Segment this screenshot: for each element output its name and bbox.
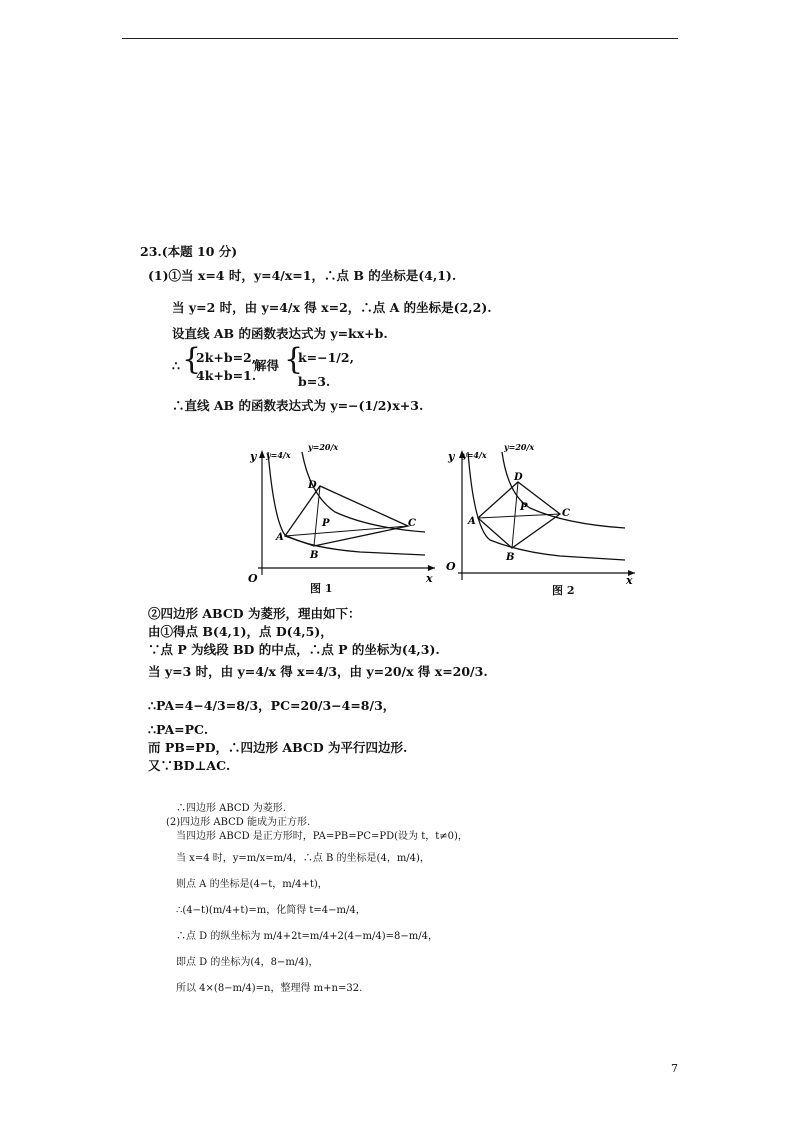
point-p-label: P <box>520 502 528 513</box>
problem-header: 23.(本题 10 分) <box>140 244 238 259</box>
solution-line: 当 y=3 时，由 y=4/x 得 x=4/3，由 y=20/x 得 x=20/3. <box>148 664 488 679</box>
x-axis-arrow <box>428 565 435 571</box>
figure-2-caption: 图 2 <box>552 584 575 597</box>
top-rule <box>122 38 678 39</box>
solution-line: 即点 D 的坐标为(4，8−m/4)， <box>176 957 319 968</box>
point-a-label: A <box>468 516 476 527</box>
curve-20-over-x <box>302 452 425 532</box>
system-solution: b=3. <box>298 374 331 389</box>
curve-1-label: y=4/x <box>266 450 291 460</box>
y-axis-label: y <box>250 450 257 463</box>
solution-line: (2)四边形 ABCD 能成为正方形. <box>166 817 311 828</box>
curve-2-label: y=20/x <box>504 442 535 452</box>
point-d-label: D <box>308 480 317 491</box>
x-axis-label: x <box>626 574 633 587</box>
system-equation: 2k+b=2, <box>196 350 257 365</box>
point-d-label: D <box>514 472 523 483</box>
diagonal-ac <box>285 526 408 536</box>
point-c-label: C <box>408 518 416 529</box>
solution-line: (1)①当 x=4 时，y=4/x=1，∴点 B 的坐标是(4,1). <box>148 268 457 283</box>
solution-line: ∴(4−t)(m/4+t)=m，化简得 t=4−m/4， <box>176 905 366 916</box>
left-brace: { <box>182 342 202 377</box>
y-axis-label: y <box>448 450 455 463</box>
page-number: 7 <box>671 1062 678 1075</box>
solution-line: ∵点 P 为线段 BD 的中点，∴点 P 的坐标为(4,3). <box>148 642 440 657</box>
point-b-label: B <box>310 550 319 561</box>
solution-line: 而 PB=PD，∴四边形 ABCD 为平行四边形. <box>148 740 408 755</box>
solution-line: 设直线 AB 的函数表达式为 y=kx+b. <box>172 326 388 341</box>
left-brace: { <box>284 342 304 377</box>
quadrilateral-abcd <box>285 486 408 546</box>
system-solve-label: 解得 <box>254 358 280 373</box>
point-b-label: B <box>506 552 515 563</box>
y-axis-arrow <box>259 450 265 458</box>
system-solution: k=−1/2, <box>298 350 354 365</box>
figure-1 <box>240 440 440 590</box>
point-p-label: P <box>322 518 330 529</box>
origin-label: O <box>446 560 456 573</box>
solution-line: 所以 4×(8−m/4)=n，整理得 m+n=32. <box>176 983 363 994</box>
solution-line: 当四边形 ABCD 是正方形时，PA=PB=PC=PD(设为 t，t≠0)， <box>176 831 468 842</box>
solution-line: ∴直线 AB 的函数表达式为 y=−(1/2)x+3. <box>172 398 424 413</box>
diagonal-bd <box>314 486 320 546</box>
solution-line: 又∵BD⊥AC. <box>148 758 231 773</box>
curve-1-label: y=4/x <box>462 450 487 460</box>
x-axis-label: x <box>426 572 433 585</box>
system-prefix: ∴ <box>172 358 180 373</box>
solution-line: 当 y=2 时，由 y=4/x 得 x=2，∴点 A 的坐标是(2,2). <box>172 300 492 315</box>
diagonal-ac <box>478 514 560 518</box>
system-equation: 4k+b=1. <box>196 368 257 383</box>
point-c-label: C <box>562 508 570 519</box>
origin-label: O <box>248 572 258 585</box>
solution-line: ∴点 D 的纵坐标为 m/4+2t=m/4+2(4−m/4)=8−m/4， <box>176 931 438 942</box>
solution-line: 则点 A 的坐标是(4−t，m/4+t)， <box>176 879 328 890</box>
solution-line: ∴PA=4−4/3=8/3，PC=20/3−4=8/3， <box>148 698 396 713</box>
figure-2 <box>440 440 640 590</box>
solution-line: ∴PA=PC. <box>148 722 209 737</box>
solution-line: 当 x=4 时，y=m/x=m/4，∴点 B 的坐标是(4，m/4)， <box>176 853 430 864</box>
solution-line: ②四边形 ABCD 为菱形，理由如下： <box>148 606 361 621</box>
point-a-label: A <box>276 532 284 543</box>
solution-line: 由①得点 B(4,1)，点 D(4,5)， <box>148 624 333 639</box>
solution-line: ∴四边形 ABCD 为菱形. <box>176 803 286 814</box>
figure-1-caption: 图 1 <box>310 582 333 595</box>
curve-2-label: y=20/x <box>308 442 339 452</box>
